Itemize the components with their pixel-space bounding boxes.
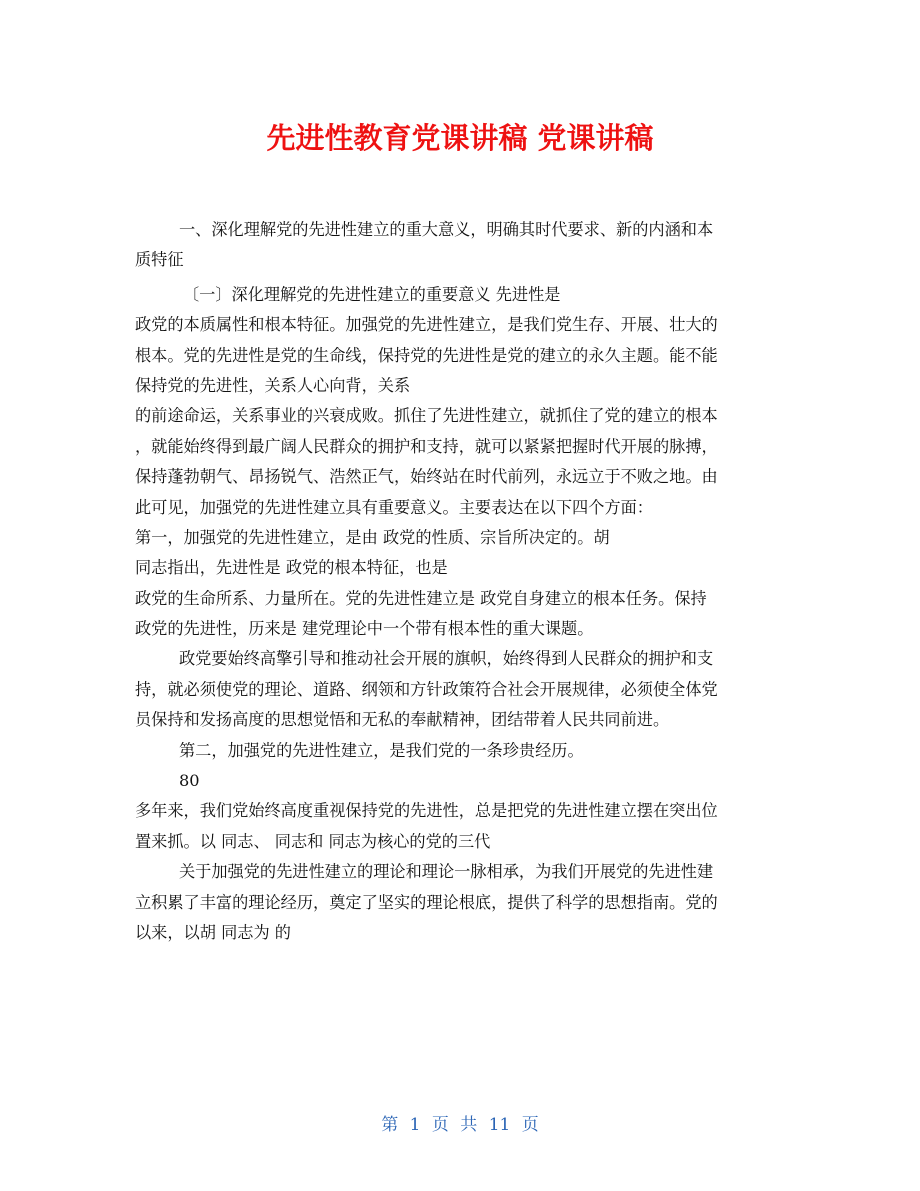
- paragraph-line: 的前途命运，关系事业的兴衰成败。抓住了先进性建立，就抓住了党的建立的根本: [135, 406, 718, 426]
- paragraph-line: 此可见，加强党的先进性建立具有重要意义。主要表达在以下四个方面：: [135, 497, 653, 517]
- paragraph-line: 持，就必须使党的理论、道路、纲领和方针政策符合社会开展规律，必须使全体党: [135, 679, 718, 699]
- paragraph-line: 同志指出，先进性是 政党的根本特征，也是: [135, 558, 448, 578]
- paragraph-line: 第一，加强党的先进性建立，是由 政党的性质、宗旨所决定的。胡: [135, 527, 610, 547]
- page-number-footer: 第 1 页 共 11 页: [381, 1115, 539, 1135]
- paragraph-line: 政党的先进性，历来是 建党理论中一个带有根本性的重大课题。: [135, 619, 594, 639]
- document-title: 先进性教育党课讲稿 党课讲稿: [266, 121, 654, 155]
- paragraph-line: 以来，以胡 同志为 的: [135, 922, 291, 942]
- paragraph-line: 立积累了丰富的理论经历，奠定了坚实的理论根底，提供了科学的思想指南。党的: [135, 892, 718, 912]
- paragraph-line: 政党的本质属性和根本特征。加强党的先进性建立，是我们党生存、开展、壮大的: [135, 315, 718, 335]
- paragraph-line: 〔一〕深化理解党的先进性建立的重要意义 先进性是: [183, 284, 561, 304]
- paragraph-line: 政党要始终高擎引导和推动社会开展的旗帜，始终得到人民群众的拥护和支: [179, 649, 714, 669]
- paragraph-line: 80: [179, 771, 200, 791]
- paragraph-line: 保持党的先进性，关系人心向背，关系: [135, 375, 411, 395]
- paragraph-line: 关于加强党的先进性建立的理论和理论一脉相承，为我们开展党的先进性建: [179, 862, 714, 882]
- paragraph-line: 第二，加强党的先进性建立，是我们党的一条珍贵经历。: [179, 740, 584, 760]
- paragraph-line: 质特征: [135, 250, 184, 270]
- paragraph-line: 置来抓。以 同志、 同志和 同志为核心的党的三代: [135, 831, 491, 851]
- document-body: [135, 215, 787, 948]
- paragraph-line: ，就能始终得到最广阔人民群众的拥护和支持，就可以紧紧把握时代开展的脉搏，: [135, 436, 718, 456]
- paragraph-line: 政党的生命所系、力量所在。党的先进性建立是 政党自身建立的根本任务。保持: [135, 588, 707, 608]
- paragraph-line: 多年来，我们党始终高度重视保持党的先进性，总是把党的先进性建立摆在突出位: [135, 801, 718, 821]
- paragraph-line: 员保持和发扬高度的思想觉悟和无私的奉献精神，团结带着人民共同前进。: [135, 710, 670, 730]
- paragraph-line: 一、深化理解党的先进性建立的重大意义，明确其时代要求、新的内涵和本: [179, 220, 714, 239]
- paragraph-line: 保持蓬勃朝气、昂扬锐气、浩然正气，始终站在时代前列，永远立于不败之地。由: [135, 467, 718, 487]
- paragraph-line: 根本。党的先进性是党的生命线，保持党的先进性是党的建立的永久主题。能不能: [135, 345, 718, 365]
